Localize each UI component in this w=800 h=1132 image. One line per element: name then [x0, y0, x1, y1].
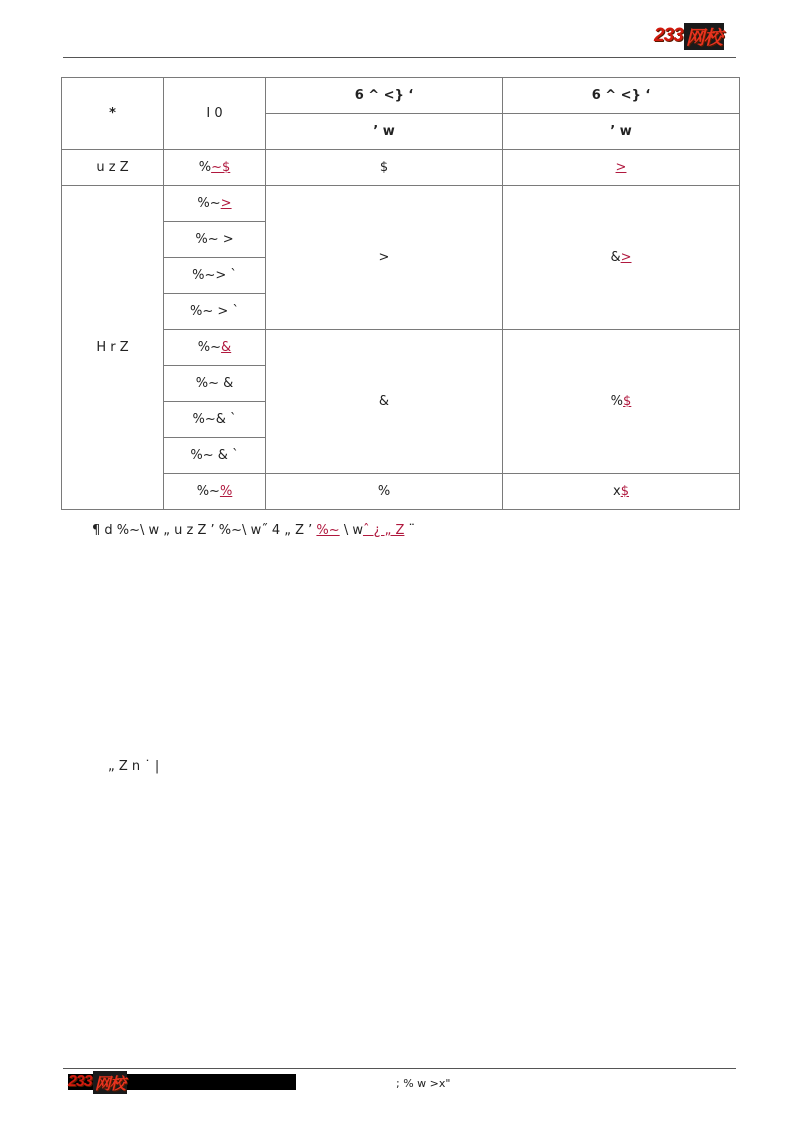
- group-b-col4-1: &>: [503, 186, 740, 330]
- group-b-item: %~ & `: [164, 438, 266, 474]
- group-b-item-link[interactable]: &: [221, 340, 232, 355]
- site-logo: [654, 25, 724, 47]
- group-b-col3-1: >: [266, 186, 503, 330]
- row-a-col4: >: [503, 150, 740, 186]
- group-b-label: H r Z: [62, 186, 164, 510]
- group-b-item: %~ >: [164, 222, 266, 258]
- group-b-col3-2: &: [266, 330, 503, 474]
- logo-number: 233: [654, 25, 683, 46]
- header-col4-bottom: ’ w: [503, 114, 740, 150]
- footer-divider: [63, 1068, 736, 1069]
- header-col1: *: [62, 78, 164, 150]
- group-b-col4-2: %$: [503, 330, 740, 474]
- footnote-link[interactable]: %~: [316, 523, 340, 538]
- footnote-link[interactable]: ˆ ¿ „ Z: [362, 523, 405, 538]
- group-b-item: %~ > `: [164, 294, 266, 330]
- group-b-col4-3: x$: [503, 474, 740, 510]
- header-col3-top: 6 ^ <} ‘: [266, 78, 503, 114]
- footer-logo: [68, 1073, 127, 1093]
- logo-text: 网校: [684, 23, 724, 50]
- row-a-item: %~$: [164, 150, 266, 186]
- data-table: [61, 77, 740, 510]
- logo-text: 网校: [93, 1071, 127, 1094]
- row-a-label: u z Z: [62, 150, 164, 186]
- group-b-item: %~ &: [164, 366, 266, 402]
- group-b-item: %~& `: [164, 402, 266, 438]
- header-col2: I 0: [164, 78, 266, 150]
- group-b-item: %~%: [164, 474, 266, 510]
- group-b-item-link[interactable]: >: [220, 196, 232, 211]
- page-number: ; % w >x": [396, 1077, 451, 1090]
- header-divider: [63, 57, 736, 58]
- header-col4-top: 6 ^ <} ‘: [503, 78, 740, 114]
- row-a-item-link[interactable]: ~$: [211, 160, 231, 175]
- body-text: „ Z n ˙ |: [108, 759, 160, 774]
- logo-number: 233: [68, 1073, 92, 1090]
- row-a-col3: $: [266, 150, 503, 186]
- header-col3-bottom: ’ w: [266, 114, 503, 150]
- group-b-item: %~>: [164, 186, 266, 222]
- group-b-item-link[interactable]: %: [219, 484, 233, 499]
- table-footnote: ¶ d %~\ w „ u z Z ’ %~\ w˝ 4 „ Z ’ %~ \ wˆ ¿ „ Z ¨: [92, 523, 416, 538]
- group-b-item: %~> `: [164, 258, 266, 294]
- group-b-col3-3: %: [266, 474, 503, 510]
- group-b-item: %~&: [164, 330, 266, 366]
